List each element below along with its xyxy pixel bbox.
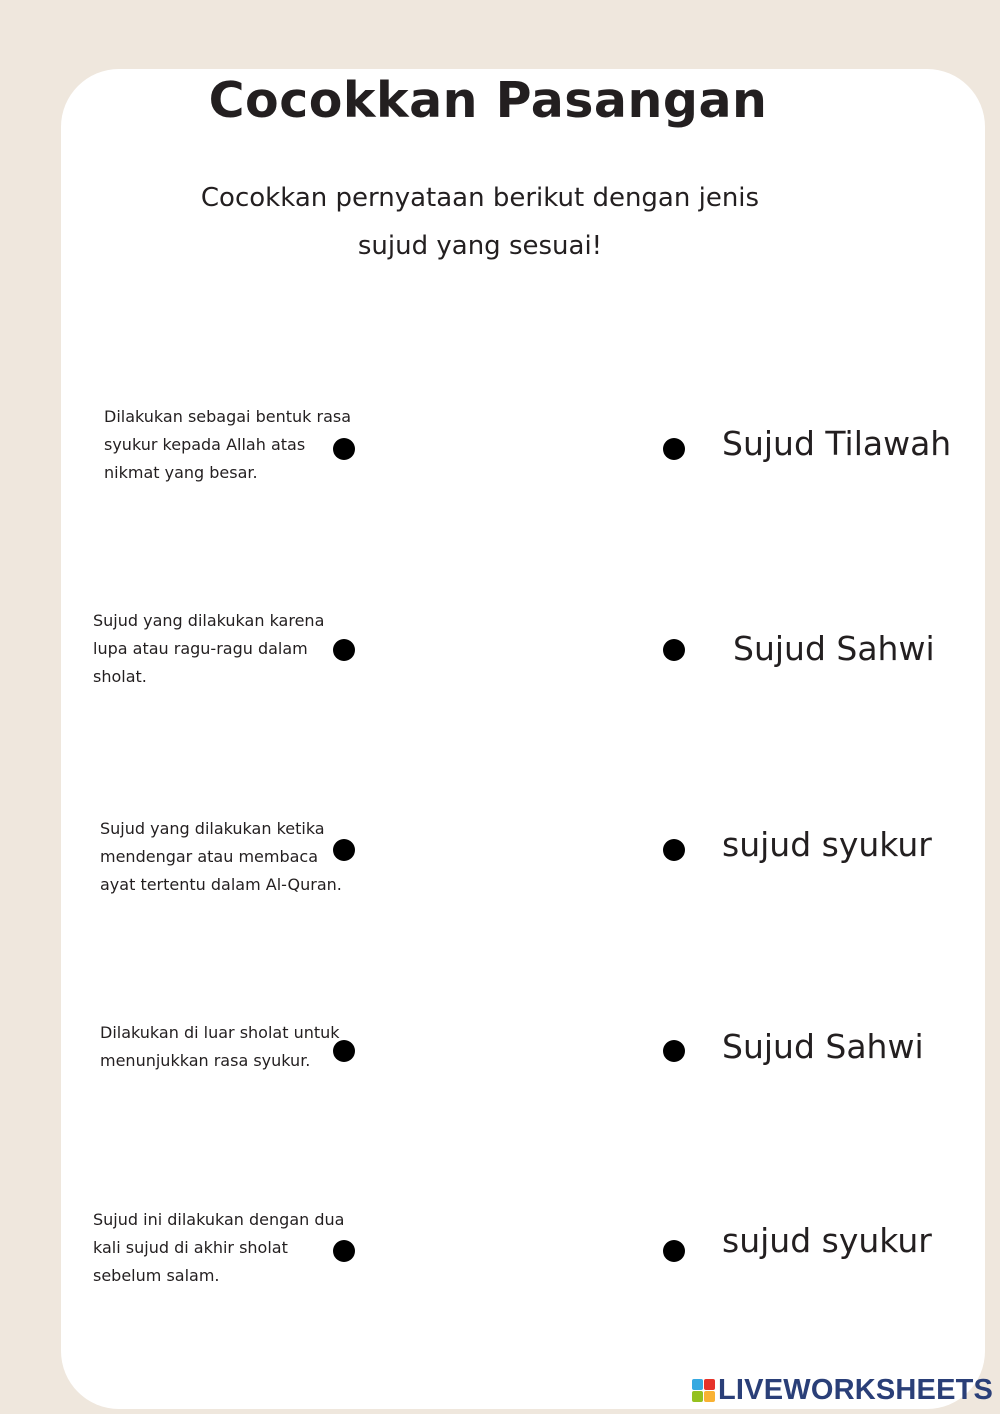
instruction-line-2: sujud yang sesuai! (357, 231, 603, 261)
answer-4[interactable]: Sujud Sahwi (722, 1027, 924, 1066)
answer-4-connector-dot[interactable] (663, 1040, 685, 1062)
instruction-line-1: Cocokkan pernyataan berikut dengan jenis (200, 183, 760, 213)
answer-2-connector-dot[interactable] (663, 639, 685, 661)
logo-square-4 (704, 1391, 715, 1402)
answer-1[interactable]: Sujud Tilawah (722, 424, 952, 463)
answer-2[interactable]: Sujud Sahwi (733, 629, 935, 668)
logo-square-3 (692, 1391, 703, 1402)
liveworksheets-brand (692, 1373, 993, 1407)
statement-4: Dilakukan di luar sholat untuk menunjukkan rasa syukur. (100, 1023, 340, 1070)
page-title: Cocokkan Pasangan (208, 72, 768, 129)
logo-square-1 (692, 1379, 703, 1390)
statement-1: Dilakukan sebagai bentuk rasa syukur kepada Allah atas nikmat yang besar. (104, 407, 352, 482)
answer-5-connector-dot[interactable] (663, 1240, 685, 1262)
answer-3-connector-dot[interactable] (663, 839, 685, 861)
liveworksheets-logo-icon (692, 1379, 715, 1402)
answer-5[interactable]: sujud syukur (722, 1221, 932, 1260)
statement-3: Sujud yang dilakukan ketika mendengar atau membaca ayat tertentu dalam Al-Quran. (100, 819, 342, 894)
statement-3-connector-dot[interactable] (333, 839, 355, 861)
answer-1-connector-dot[interactable] (663, 438, 685, 460)
logo-square-2 (704, 1379, 715, 1390)
statement-1-connector-dot[interactable] (333, 438, 355, 460)
statement-2-connector-dot[interactable] (333, 639, 355, 661)
statement-5: Sujud ini dilakukan dengan dua kali sujud di akhir sholat sebelum salam. (93, 1210, 345, 1285)
statement-5-connector-dot[interactable] (333, 1240, 355, 1262)
brand-name: LIVEWORKSHEETS (718, 1373, 994, 1406)
statement-2: Sujud yang dilakukan karena lupa atau ragu-ragu dalam sholat. (93, 611, 325, 686)
instruction-text (160, 174, 800, 270)
answer-3[interactable]: sujud syukur (722, 825, 932, 864)
statement-4-connector-dot[interactable] (333, 1040, 355, 1062)
